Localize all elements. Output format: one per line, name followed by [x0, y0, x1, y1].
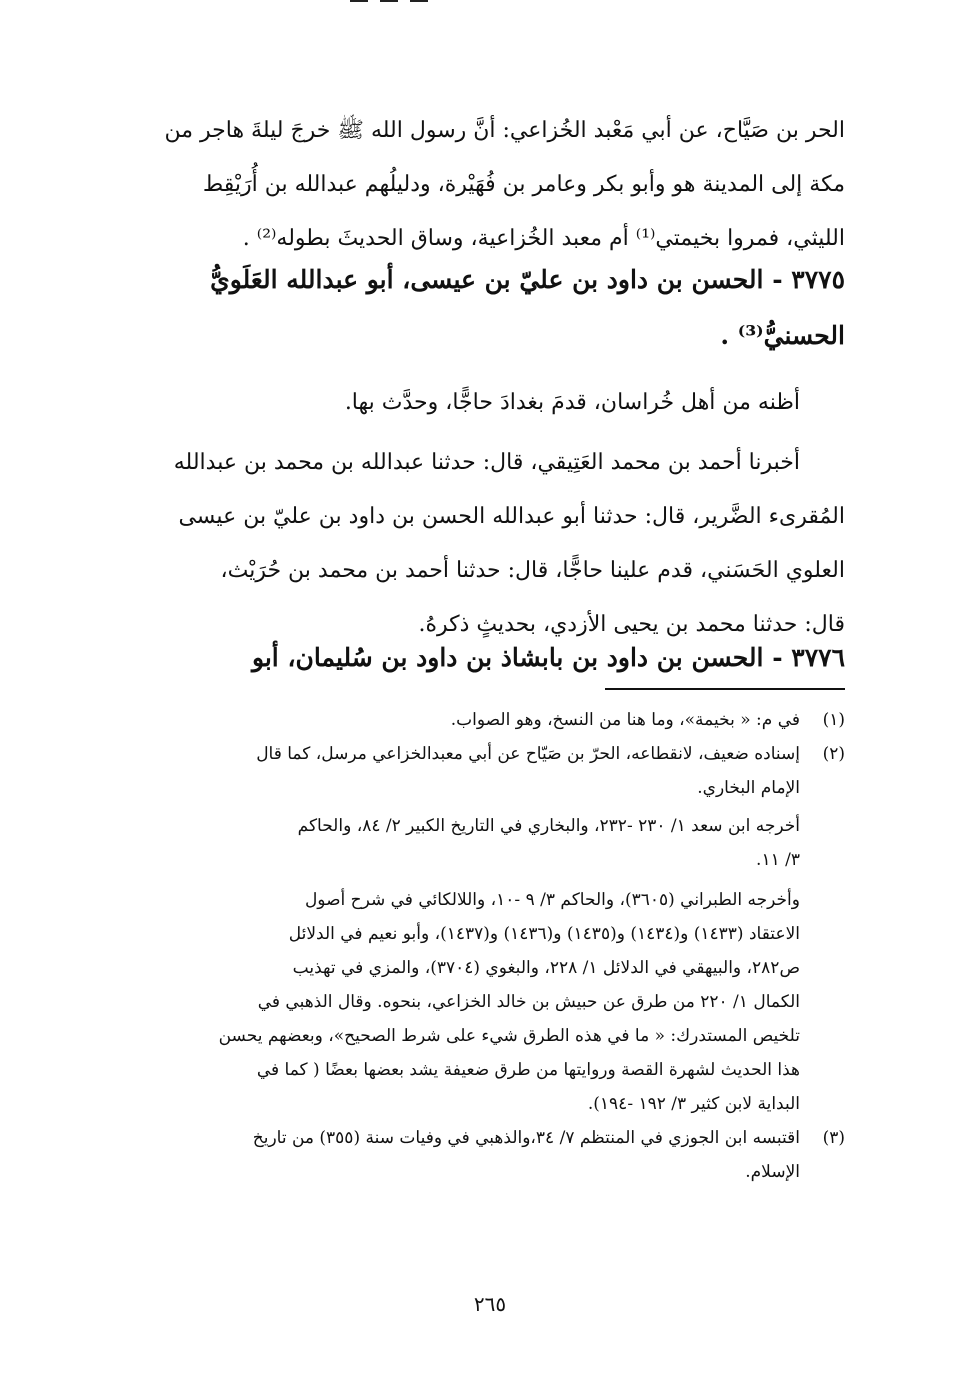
footnote-text: إسناده ضعيف، لانقطاعه، الحرّ بن صَيّاح عن أبي معبدالخزاعي مرسل، كما قال: [256, 744, 800, 764]
text-line: المُقرىء الضَّرير، قال: حدثنا أبو عبدالله الحسن بن داود بن عليّ بن عيسى: [178, 504, 845, 529]
text-line: الحر بن صَيَّاح، عن أبي مَعْبد الخُزاعي: أنَّ رسول الله ﷺ خرجَ ليلةَ هاجر من: [164, 118, 845, 143]
footnote-text: الاعتقاد (١٤٣٣) و(١٤٣٤) و(١٤٣٥) و(١٤٣٦) و(١٤٣٧)، وأبو نعيم في الدلائل: [288, 924, 800, 944]
footnote-2: [130, 737, 845, 771]
text-line: قال: حدثنا محمد بن يحيى الأزدي، بحديثٍ ذكرهُ.: [418, 612, 845, 637]
footnote-text: البداية لابن كثير ٣/ ١٩٢ -١٩٤).: [587, 1094, 800, 1114]
footnote-number: (١): [822, 710, 845, 730]
footnote-3: [130, 1121, 845, 1155]
entry-3775-isnad: [130, 436, 845, 652]
footnote-text: وأخرجه الطبراني (٣٦٠٥)، والحاكم ٣/ ٩ -١٠، واللالكائي في شرح أصول: [304, 890, 800, 910]
heading-line: ٣٧٧٥ - الحسن بن داود بن عليّ بن عيسى، أبو عبدالله العَلَويُّ: [210, 265, 845, 294]
footnote-text: في م: « بخيمة»، وما هنا من النسخ، وهو الصواب.: [450, 710, 800, 730]
page-number: ٢٦٥: [473, 1292, 507, 1316]
footnote-text: تلخيص المستدرك: « ما في هذه الطرق شيء على شرط الصحيح»، وبعضهم يحسن: [218, 1026, 800, 1046]
text-line: أخبرنا أحمد بن محمد العَتِيقي، قال: حدثنا عبدالله بن محمد بن عبدالله: [173, 450, 800, 475]
footnotes: [130, 703, 845, 1189]
footnote-number: (٢): [822, 744, 845, 764]
footnote-text: الإمام البخاري.: [697, 778, 800, 798]
entry-3774-continuation: [130, 104, 845, 266]
heading-line: ٣٧٧٦ - الحسن بن داود بن بابشاذ بن داود بن سُليمان، أبو: [251, 643, 845, 672]
entry-3776-heading: [130, 630, 845, 686]
footnote-text: اقتبسه ابن الجوزي في المنتظم ٧/ ٣٤،والذهبي في وفيات سنة (٣٥٥) من تاريخ: [252, 1128, 800, 1148]
text-line: أظنه من أهل خُراسان، قدمَ بغدادَ حاجًّا، وحدَّث بها.: [344, 390, 800, 415]
footnote-text: أخرجه ابن سعد ١/ ٢٣٠ -٢٣٢، والبخاري في التاريخ الكبير ٢/ ٨٤، والحاكم: [297, 816, 800, 836]
footnote-number: (٣): [822, 1128, 845, 1148]
text-line: مكة إلى المدينة هو وأبو بكر وعامر بن فُهَيْرة، ودليلُهم عبدالله بن أُرَيْقِط: [202, 172, 845, 197]
entry-3775-heading: [130, 252, 845, 364]
footnote-text: ٣/ ١١.: [756, 850, 800, 870]
footnote-separator: [605, 688, 845, 690]
entry-3775-intro: [130, 376, 845, 430]
text-line: الليثي، فمروا بخيمتي⁽¹⁾ أم معبد الخُزاعية، وساق الحديثَ بطوله⁽²⁾ .: [242, 226, 845, 251]
footnote-text: ص٢٨٢، والبيهقي في الدلائل ١/ ٢٢٨، والبغوي (٣٧٠٤)، والمزي في تهذيب: [292, 958, 800, 978]
footnote-1: [130, 703, 845, 737]
text-line: العلوي الحَسَني، قدم علينا حاجًّا، قال: حدثنا أحمد بن محمد بن حُرَيْث،: [220, 558, 845, 583]
footnote-text: الإسلام.: [745, 1162, 800, 1182]
footnote-text: الكمال ١/ ٢٢٠ من طرق عن حبيش بن خالد الخزاعي، بنحوه. وقال الذهبي في: [257, 992, 800, 1012]
top-decoration: [350, 0, 450, 8]
footnote-text: هذا الحديث لشهرة القصة وروايتها من طرق ضعيفة يشد بعضها بعضًا ( كما في: [256, 1060, 800, 1080]
heading-line: الحسنيُّ⁽³⁾ .: [720, 321, 845, 350]
